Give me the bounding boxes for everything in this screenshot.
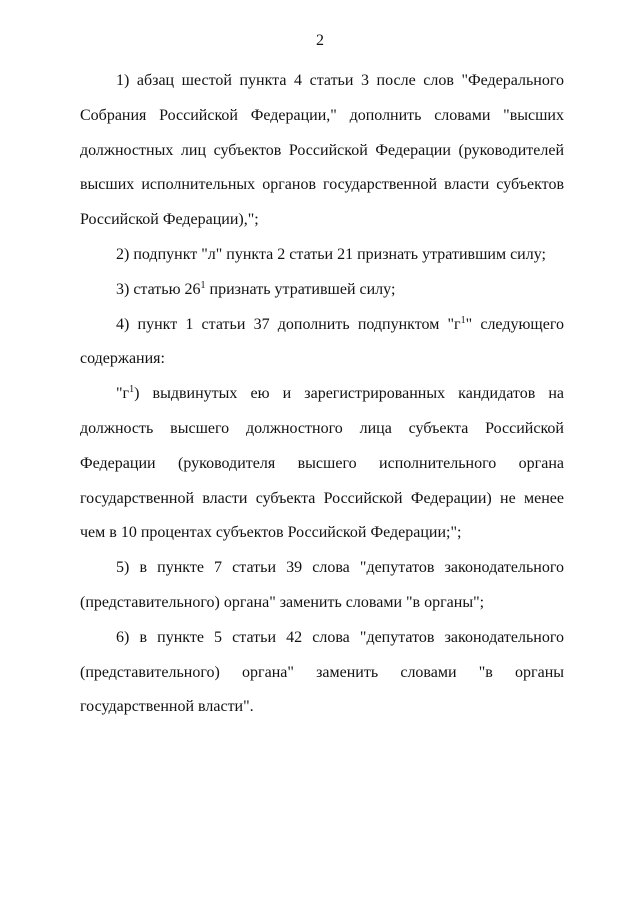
paragraph-text: 1) абзац шестой пункта 4 статьи 3 после слов "Федерального Собрания Российской Федерации," дополнить словами "высших должностных лиц субъектов Российской Федерации (руководителей высших исполнительных органов государственной власти субъектов Российской Федерации),";: [80, 72, 564, 229]
paragraph-text: 6) в пункте 5 статьи 42 слова "депутатов законодательного (представительного) органа" заменить словами "в органы государственной власти".: [80, 628, 564, 716]
paragraph-text: " следующего содержания:: [80, 315, 564, 368]
document-body: [80, 64, 564, 725]
paragraph-item-5: [80, 377, 564, 551]
superscript: 1: [460, 314, 466, 326]
paragraph-text: 3) статью 26: [116, 280, 201, 298]
paragraph-item-3: [80, 273, 564, 308]
paragraph-item-2: [80, 238, 564, 273]
paragraph-text: 2) подпункт "л" пункта 2 статьи 21 признать утратившим силу;: [116, 245, 546, 263]
paragraph-text: ) выдвинутых ею и зарегистрированных кандидатов на должность высшего должностного лица субъекта Российской Федерации (руководителя высшего исполнительного органа государственной власти субъекта Российской Федерации) не менее чем в 10 процентах субъектов Российской Федерации;";: [80, 385, 564, 542]
paragraph-item-1: [80, 64, 564, 238]
superscript: 1: [200, 279, 206, 291]
page-number: 2: [316, 32, 324, 49]
paragraph-text: признать утратившей силу;: [205, 280, 396, 298]
paragraph-item-7: [80, 621, 564, 725]
paragraph-text: 4) пункт 1 статьи 37 дополнить подпунктом "г: [116, 315, 461, 333]
paragraph-text: 5) в пункте 7 статьи 39 слова "депутатов законодательного (представительного) органа" заменить словами "в органы";: [80, 559, 564, 611]
paragraph-item-4: [80, 308, 564, 378]
superscript: 1: [129, 384, 135, 396]
paragraph-item-6: [80, 551, 564, 621]
paragraph-text: "г: [116, 385, 130, 403]
